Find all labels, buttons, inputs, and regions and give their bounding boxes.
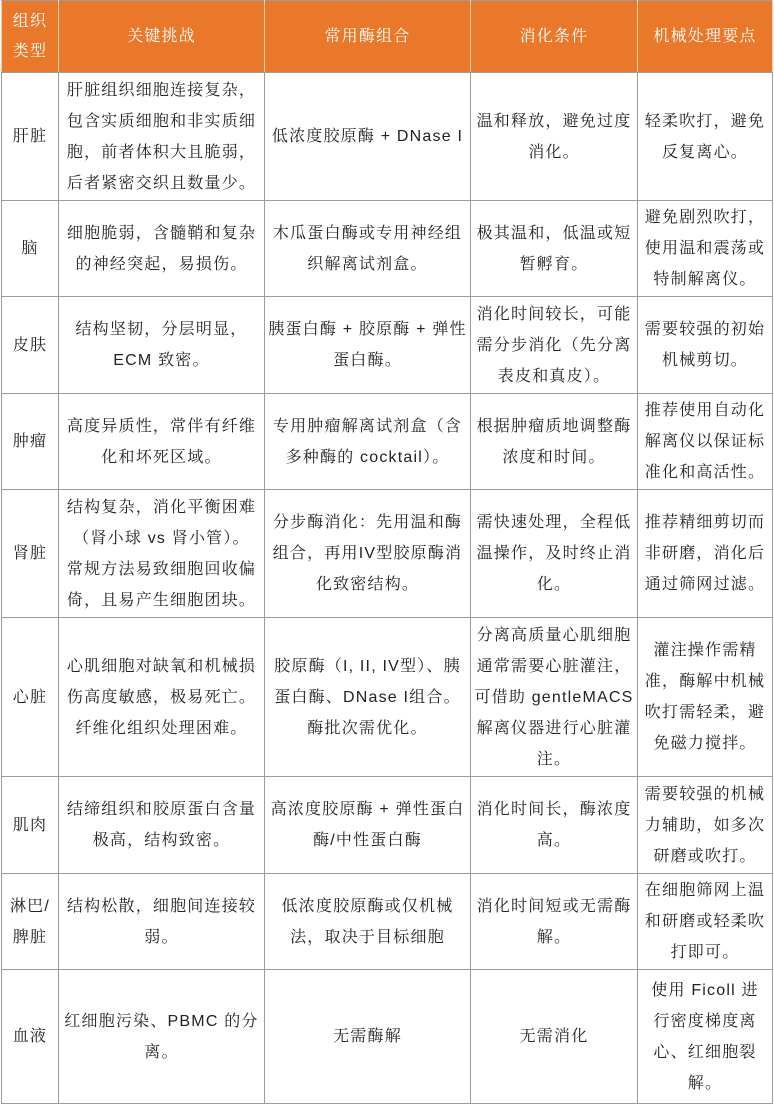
cell-text-line: 需要较强的初始 [644, 321, 766, 338]
header-digestion-conditions [471, 1, 638, 73]
table-row [2, 73, 773, 201]
cell-text-line: 红细胞污染、PBMC 的分 [64, 1012, 259, 1030]
cell-text-line: 分离高质量心肌细胞 [476, 626, 632, 644]
cell-text-line: 避免剧烈吹打， [644, 209, 766, 226]
cell-text-line: 蛋白酶、DNase I组合。 [274, 688, 461, 706]
cell-digestion-conditions [471, 297, 638, 394]
cell-digestion-conditions [471, 618, 638, 777]
table-body [2, 73, 773, 1104]
cell-text-line: 常规方法易致细胞回收偏 [66, 560, 257, 578]
cell-text-line: 解离仪器进行心脏灌 [476, 719, 632, 737]
header-label: 组织 [12, 12, 48, 30]
cell-enzyme-combination [265, 777, 471, 874]
tissue-dissociation-table [1, 0, 773, 1104]
header-label: 类型 [12, 42, 48, 60]
header-label: 常用酶组合 [324, 27, 411, 45]
cell-text-line: 化。 [536, 576, 572, 593]
cell-text-line: 在细胞筛网上温 [644, 882, 766, 899]
cell-tissue-type [2, 201, 59, 297]
cell-key-challenge [59, 73, 265, 201]
cell-text-line: 肌肉 [12, 816, 48, 834]
cell-digestion-conditions [471, 394, 638, 490]
cell-text-line: 灌注操作需精 [653, 642, 757, 659]
cell-text-line: 无需酶解 [333, 1028, 402, 1045]
cell-text-line: 脾脏 [12, 928, 48, 946]
table-row [2, 297, 773, 394]
cell-text-line: 推荐精细剪切而 [644, 514, 766, 531]
cell-mechanical-processing [638, 490, 773, 618]
cell-tissue-type [2, 970, 59, 1104]
cell-text-line: 弱。 [144, 928, 179, 946]
cell-text-line: 极其温和，低温或短 [476, 224, 632, 242]
cell-text-line: 脑 [21, 240, 39, 257]
cell-text-line: 法，取决于目标细胞 [290, 928, 445, 946]
cell-text-line: 织解离试剂盒。 [307, 255, 428, 273]
cell-tissue-type [2, 297, 59, 394]
cell-text-line: 表皮和真皮）。 [497, 367, 611, 385]
cell-text-line: 消化时间短或无需酶 [476, 897, 632, 915]
cell-text-line: 心脏 [12, 688, 48, 706]
cell-text-line: 准，酶解中机械 [644, 673, 766, 690]
cell-text-line: 化和坏死区域。 [101, 448, 222, 466]
cell-mechanical-processing [638, 73, 773, 201]
cell-text-line: 结构松散，细胞间连接较 [66, 897, 257, 915]
cell-text-line: 根据肿瘤质地调整酶 [476, 417, 632, 435]
table-row [2, 970, 773, 1104]
cell-text-line: （肾小球 vs 肾小管）。 [73, 529, 250, 547]
table-row [2, 618, 773, 777]
cell-text-line: 胰蛋白酶 + 胶原酶 + 弹性 [268, 321, 467, 338]
cell-text-line: 伤高度敏感，极易死亡。 [66, 688, 257, 706]
cell-text-line: ECM 致密。 [113, 352, 210, 369]
header-mechanical-processing [638, 1, 773, 73]
header-key-challenge [59, 1, 265, 73]
header-label: 关键挑战 [127, 27, 196, 45]
cell-text-line: 注。 [536, 750, 572, 768]
cell-text-line: 包含实质细胞和非实质细 [66, 112, 257, 130]
cell-text-line: 后者紧密交织且数量少。 [66, 174, 257, 192]
table-row [2, 394, 773, 490]
cell-key-challenge [59, 874, 265, 970]
cell-text-line: 纤维化组织处理困难。 [75, 719, 248, 737]
header-enzyme-combination [265, 1, 471, 73]
cell-text-line: 结构复杂，消化平衡困难 [66, 498, 257, 516]
cell-text-line: 细胞脆弱，含髓鞘和复杂 [66, 224, 257, 242]
cell-text-line: 化致密结构。 [315, 576, 420, 593]
cell-text-line: 特制解离仪。 [653, 271, 757, 288]
cell-text-line: 打即可。 [670, 944, 740, 961]
cell-text-line: 胶原酶（I, II, IV型）、胰 [274, 657, 461, 675]
cell-mechanical-processing [638, 970, 773, 1104]
cell-text-line: 温操作，及时终止消 [476, 545, 632, 562]
cell-text-line: 轻柔吹打，避免 [644, 112, 766, 130]
cell-text-line: 分步酶消化：先用温和酶 [272, 514, 463, 531]
cell-mechanical-processing [638, 618, 773, 777]
cell-digestion-conditions [471, 201, 638, 297]
cell-text-line: 专用肿瘤解离试剂盒（含 [272, 417, 463, 435]
cell-text-line: 使用温和震荡或 [644, 240, 766, 257]
table-row [2, 201, 773, 297]
cell-text-line: 离。 [144, 1043, 179, 1061]
cell-text-line: 行密度梯度离 [653, 1012, 757, 1030]
cell-text-line: 低浓度胶原酶 + DNase I [271, 128, 464, 145]
cell-text-line: 推荐使用自动化 [644, 402, 766, 419]
cell-text-line: 可借助 gentleMACS [474, 688, 634, 706]
cell-text-line: 低浓度胶原酶或仅机械 [281, 897, 454, 915]
cell-text-line: 通常需要心脏灌注， [476, 657, 632, 675]
cell-text-line: 解。 [687, 1074, 723, 1092]
cell-enzyme-combination [265, 618, 471, 777]
cell-text-line: 需快速处理，全程低 [476, 514, 632, 531]
cell-enzyme-combination [265, 73, 471, 201]
cell-text-line: 免磁力搅拌。 [653, 735, 757, 752]
table-row [2, 490, 773, 618]
cell-text-line: 酶批次需优化。 [307, 719, 428, 737]
table-row [2, 874, 773, 970]
cell-text-line: 使用 Ficoll 进 [651, 981, 759, 999]
cell-text-line: 暂孵育。 [519, 255, 589, 273]
cell-text-line: 无需消化 [519, 1028, 589, 1045]
cell-text-line: 和研磨或轻柔吹 [644, 913, 766, 930]
cell-text-line: 肾脏 [12, 545, 48, 562]
cell-text-line: 皮肤 [12, 336, 48, 354]
cell-text-line: 淋巴/ [9, 897, 51, 915]
header-label: 机械处理要点 [653, 27, 757, 45]
table-row [2, 777, 773, 874]
cell-key-challenge [59, 618, 265, 777]
cell-text-line: 结缔组织和胶原蛋白含量 [66, 801, 257, 818]
cell-text-line: 高浓度胶原酶 + 弹性蛋白 [270, 801, 465, 818]
cell-text-line: 木瓜蛋白酶或专用神经组 [272, 224, 463, 242]
cell-text-line: 胞，前者体积大且脆弱， [66, 143, 257, 161]
cell-key-challenge [59, 777, 265, 874]
cell-text-line: 浓度和时间。 [502, 448, 606, 466]
cell-text-line: 多种酶的 cocktail）。 [285, 448, 450, 466]
cell-text-line: 倚，且易产生细胞团块。 [66, 591, 257, 609]
cell-text-line: 通过筛网过滤。 [644, 576, 766, 593]
cell-text-line: 研磨或吹打。 [653, 847, 757, 865]
cell-text-line: 蛋白酶。 [333, 352, 402, 369]
cell-text-line: 高。 [536, 832, 572, 849]
table-header [2, 1, 773, 73]
cell-text-line: 血液 [12, 1028, 48, 1045]
header-row [2, 1, 773, 73]
cell-mechanical-processing [638, 201, 773, 297]
cell-mechanical-processing [638, 777, 773, 874]
cell-text-line: 准化和高活性。 [644, 464, 766, 481]
cell-enzyme-combination [265, 490, 471, 618]
cell-tissue-type [2, 394, 59, 490]
cell-text-line: 消化时间较长，可能 [476, 305, 632, 323]
cell-mechanical-processing [638, 394, 773, 490]
cell-text-line: 组合，再用IV型胶原酶消 [272, 545, 463, 562]
cell-text-line: 高度异质性，常伴有纤维 [66, 417, 257, 435]
cell-text-line: 肿瘤 [12, 433, 48, 450]
cell-enzyme-combination [265, 394, 471, 490]
cell-text-line: 需要较强的机械 [644, 785, 766, 803]
cell-key-challenge [59, 490, 265, 618]
cell-text-line: 结构坚韧，分层明显， [75, 321, 248, 338]
cell-text-line: 肝脏 [12, 128, 48, 145]
cell-text-line: 心、红细胞裂 [653, 1043, 757, 1061]
cell-text-line: 的神经突起，易损伤。 [75, 255, 248, 273]
cell-tissue-type [2, 777, 59, 874]
cell-text-line: 解离仪以保证标 [644, 433, 766, 450]
cell-digestion-conditions [471, 777, 638, 874]
cell-mechanical-processing [638, 874, 773, 970]
header-label: 消化条件 [519, 27, 589, 45]
cell-text-line: 心肌细胞对缺氧和机械损 [66, 657, 257, 675]
cell-key-challenge [59, 394, 265, 490]
cell-digestion-conditions [471, 490, 638, 618]
cell-tissue-type [2, 73, 59, 201]
cell-key-challenge [59, 970, 265, 1104]
cell-digestion-conditions [471, 73, 638, 201]
cell-text-line: 消化。 [528, 143, 580, 161]
cell-tissue-type [2, 618, 59, 777]
cell-text-line: 反复离心。 [661, 143, 748, 161]
cell-enzyme-combination [265, 874, 471, 970]
cell-enzyme-combination [265, 201, 471, 297]
cell-text-line: 消化时间长，酶浓度 [476, 801, 632, 818]
cell-enzyme-combination [265, 970, 471, 1104]
cell-text-line: 肝脏组织细胞连接复杂， [66, 81, 257, 99]
cell-digestion-conditions [471, 970, 638, 1104]
cell-text-line: 极高，结构致密。 [92, 832, 231, 849]
cell-text-line: 解。 [536, 928, 572, 946]
cell-mechanical-processing [638, 297, 773, 394]
cell-text-line: 温和释放，避免过度 [476, 112, 632, 130]
cell-text-line: 吹打需轻柔，避 [644, 704, 766, 721]
cell-text-line: 机械剪切。 [661, 352, 748, 369]
cell-text-line: 非研磨，消化后 [644, 545, 766, 562]
cell-tissue-type [2, 490, 59, 618]
cell-key-challenge [59, 201, 265, 297]
cell-text-line: 需分步消化（先分离 [476, 336, 632, 354]
cell-text-line: 酶/中性蛋白酶 [313, 832, 422, 849]
cell-enzyme-combination [265, 297, 471, 394]
header-tissue-type [2, 1, 59, 73]
cell-key-challenge [59, 297, 265, 394]
cell-digestion-conditions [471, 874, 638, 970]
cell-tissue-type [2, 874, 59, 970]
cell-text-line: 力辅助，如多次 [644, 816, 766, 834]
